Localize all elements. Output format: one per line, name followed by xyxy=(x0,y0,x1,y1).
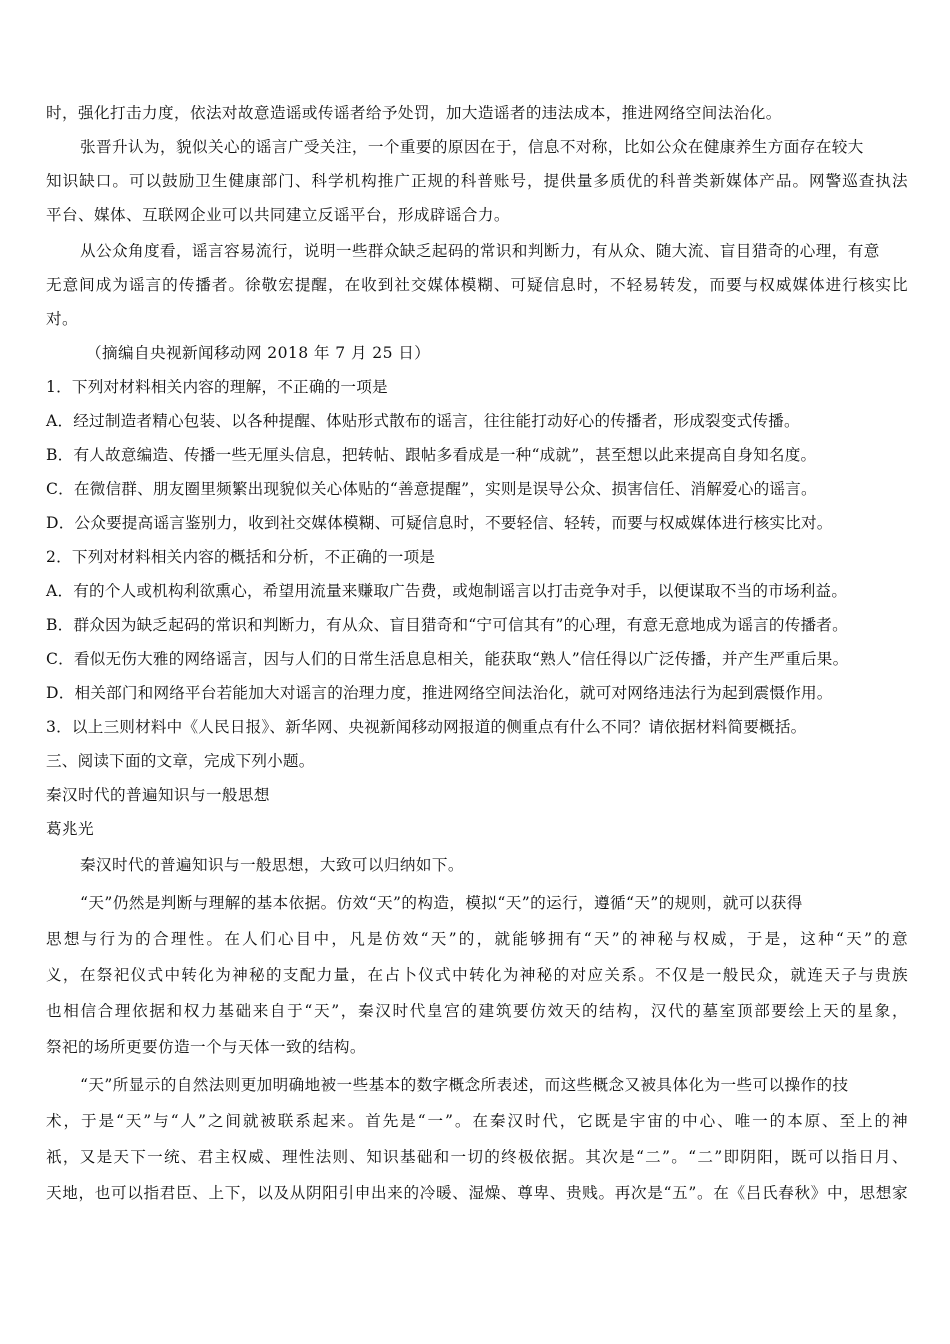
paragraph-line: “天”仍然是判断与理解的基本依据。仿效“天”的构造，模拟“天”的运行，遵循“天”的规则，就可以获得 xyxy=(80,894,803,912)
paragraph-line: 祇，又是天下一统、君主权威、理性法则、知识基础和一切的终极依据。其次是“二”。“二”即阴阳，既可以指日月、 xyxy=(46,1148,908,1166)
paragraph-line: 天地，也可以指君臣、上下，以及从阴阳引申出来的冷暖、湿燥、尊卑、贵贱。再次是“五”。在《吕氏春秋》中，思想家 xyxy=(46,1184,908,1202)
paragraph-line: 祭祀的场所更要仿造一个与天体一致的结构。 xyxy=(46,1038,366,1056)
paragraph-line: “天”所显示的自然法则更加明确地被一些基本的数字概念所表述，而这些概念又被具体化为一些可以操作的技 xyxy=(80,1076,849,1094)
question-option: D．相关部门和网络平台若能加大对谣言的治理力度，推进网络空间法治化，就可对网络违法行为起到震慑作用。 xyxy=(46,684,833,702)
question-option: A．经过制造者精心包装、以各种提醒、体贴形式散布的谣言，往往能打动好心的传播者，形成裂变式传播。 xyxy=(46,412,800,430)
question-stem: 2．下列对材料相关内容的概括和分析，不正确的一项是 xyxy=(46,548,436,566)
paragraph-line: 对。 xyxy=(46,310,78,328)
question-option: B．群众因为缺乏起码的常识和判断力，有从众、盲目猎奇和“宁可信其有”的心理，有意无意地成为谣言的传播者。 xyxy=(46,616,848,634)
paragraph-line: 从公众角度看，谣言容易流行，说明一些群众缺乏起码的常识和判断力，有从众、随大流、盲目猎奇的心理，有意 xyxy=(80,242,880,260)
paragraph-line: 张晋升认为，貌似关心的谣言广受关注，一个重要的原因在于，信息不对称，比如公众在健康养生方面存在较大 xyxy=(80,138,864,156)
paragraph-line: 思想与行为的合理性。在人们心目中，凡是仿效“天”的，就能够拥有“天”的神秘与权威，于是，这种“天”的意 xyxy=(46,930,908,948)
question-stem: 1．下列对材料相关内容的理解，不正确的一项是 xyxy=(46,378,388,396)
paragraph-line: 知识缺口。可以鼓励卫生健康部门、科学机构推广正规的科普账号，提供量多质优的科普类新媒体产品。网警巡查执法 xyxy=(46,172,908,190)
section-heading: 三、阅读下面的文章，完成下列小题。 xyxy=(46,752,315,770)
article-title: 秦汉时代的普遍知识与一般思想 xyxy=(46,786,270,804)
paragraph-line: 无意间成为谣言的传播者。徐敬宏提醒，在收到社交媒体模糊、可疑信息时，不轻易转发，而要与权威媒体进行核实比 xyxy=(46,276,908,294)
article-author: 葛兆光 xyxy=(46,820,94,838)
paragraph-line: 时，强化打击力度，依法对故意造谣或传谣者给予处罚，加大造谣者的违法成本，推进网络空间法治化。 xyxy=(46,104,782,122)
paragraph-line: 义，在祭祀仪式中转化为神秘的支配力量，在占卜仪式中转化为神秘的对应关系。不仅是一般民众，就连天子与贵族 xyxy=(46,966,908,984)
question-stem: 3．以上三则材料中《人民日报》、新华网、央视新闻移动网报道的侧重点有什么不同？请依据材料简要概括。 xyxy=(46,718,807,736)
question-option: A．有的个人或机构利欲熏心，希望用流量来赚取广告费，或炮制谣言以打击竞争对手，以便谋取不当的市场利益。 xyxy=(46,582,848,600)
question-option: C．在微信群、朋友圈里频繁出现貌似关心体贴的“善意提醒”，实则是误导公众、损害信任、消解爱心的谣言。 xyxy=(46,480,817,498)
source-note: （摘编自央视新闻移动网 2018 年 7 月 25 日） xyxy=(86,344,431,362)
paragraph-line: 平台、媒体、互联网企业可以共同建立反谣平台，形成辟谣合力。 xyxy=(46,206,510,224)
question-option: D．公众要提高谣言鉴别力，收到社交媒体模糊、可疑信息时，不要轻信、轻转，而要与权威媒体进行核实比对。 xyxy=(46,514,833,532)
paragraph-line: 也相信合理依据和权力基础来自于“天”，秦汉时代皇宫的建筑要仿效天的结构，汉代的墓室顶部要绘上天的星象， xyxy=(46,1002,908,1020)
paragraph-line: 秦汉时代的普遍知识与一般思想，大致可以归纳如下。 xyxy=(80,856,464,874)
question-option: C．看似无伤大雅的网络谣言，因与人们的日常生活息息相关，能获取“熟人”信任得以广泛传播，并产生严重后果。 xyxy=(46,650,849,668)
question-option: B．有人故意编造、传播一些无厘头信息，把转帖、跟帖多看成是一种“成就”，甚至想以此来提高自身知名度。 xyxy=(46,446,817,464)
paragraph-line: 术，于是“天”与“人”之间就被联系起来。首先是“一”。在秦汉时代，它既是宇宙的中心、唯一的本原、至上的神 xyxy=(46,1112,908,1130)
